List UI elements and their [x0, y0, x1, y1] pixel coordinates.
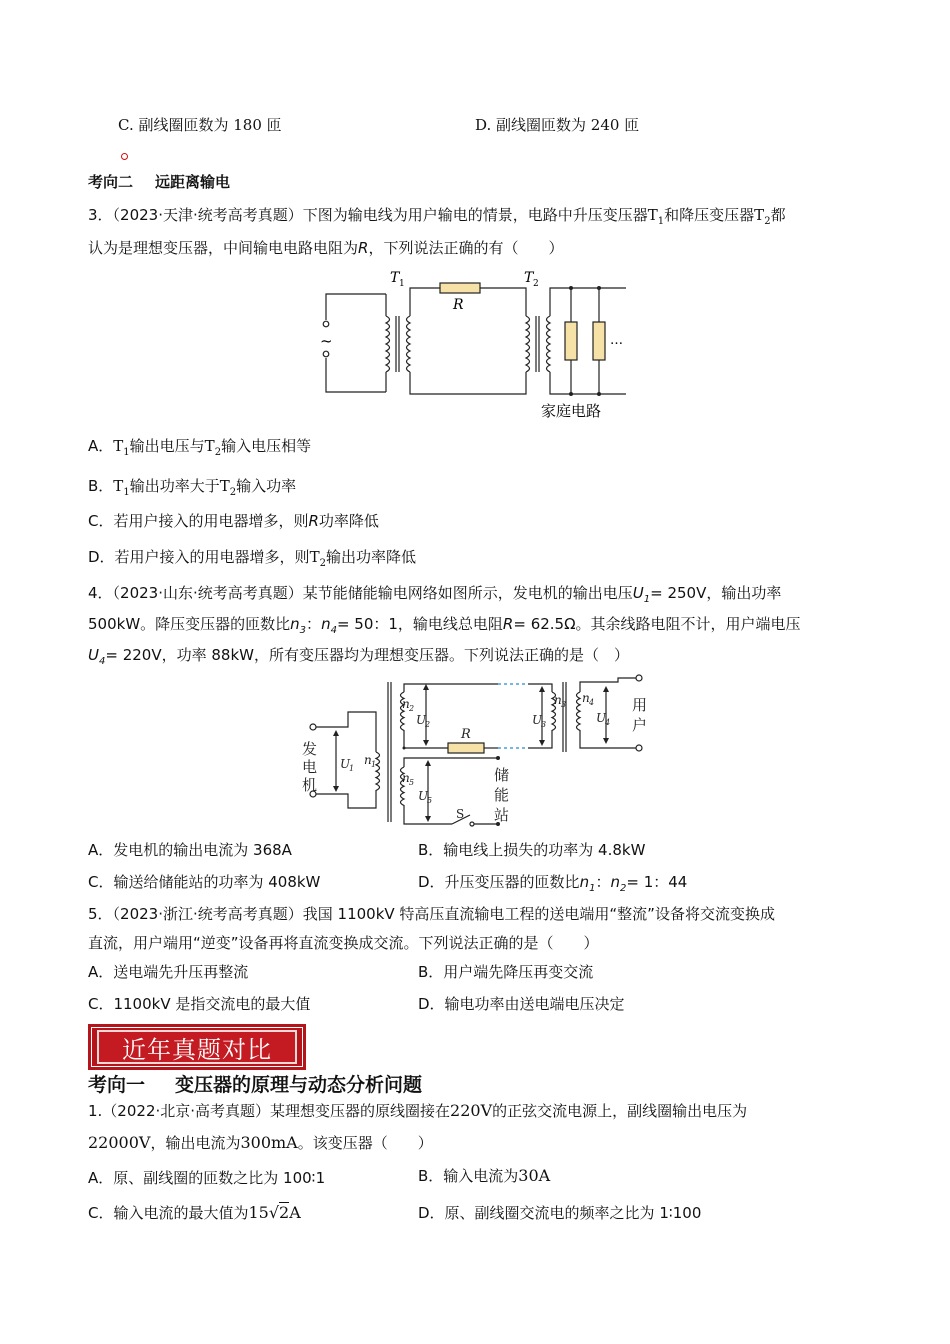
- section-title: 变压器的原理与动态分析问题: [175, 1074, 423, 1096]
- q5-option-d: D．输电功率由送电端电压决定: [418, 995, 625, 1013]
- label-u2-sub: 2: [425, 720, 431, 729]
- q1-option-a: A．原、副线圈的匝数之比为 100∶1: [88, 1169, 326, 1187]
- label-r: R: [461, 727, 471, 742]
- section-heading-2: [88, 1072, 422, 1098]
- label-t1: T: [390, 270, 400, 286]
- question-3-line-1: 3．（2023·天津·统考高考真题）下图为输电线为用户输电的情景，电路中升压变压器$T_1$和降压变压器$T_2$都: [88, 206, 786, 227]
- question-4-line-3: $U_4= 220V$，功率 88kW，所有变压器均为理想变压器。下列说法正确的是（ ）: [88, 646, 629, 667]
- question-4-line-2: 500kW。降压变压器的匝数比$n_3$：$n_4= 50$：1，输电线总电阻R= 62.5Ω。其余线路电阻不计，用户端电压: [88, 615, 801, 636]
- q4-option-d: D．升压变压器的匝数比$n_1$：$n_2= 1$：44: [418, 873, 688, 894]
- home-load-1: [565, 322, 577, 360]
- label-r: R: [453, 297, 464, 313]
- label-n1: n: [364, 753, 372, 767]
- label-t1-sub: 1: [399, 279, 405, 289]
- store-char-3: 站: [494, 806, 510, 824]
- q1-option-c: C．输入电流的最大值为15√2A: [88, 1203, 301, 1222]
- banner-inner: [97, 1030, 297, 1064]
- label-u1-sub: 1: [349, 764, 355, 773]
- gen-char-2: 电: [302, 758, 318, 776]
- label-u1: U: [340, 757, 351, 771]
- gen-char-3: 机: [302, 776, 318, 794]
- label-u4: U: [596, 711, 607, 725]
- label-n2: n: [402, 697, 410, 711]
- q5-option-a: A．送电端先升压再整流: [88, 963, 249, 981]
- label-dots: …: [610, 333, 623, 348]
- section-title: 远距离输电: [155, 173, 231, 191]
- q3-circuit-diagram: [310, 264, 640, 424]
- label-home-circuit: 家庭电路: [541, 402, 602, 420]
- red-dot-mark: [121, 153, 128, 160]
- user-char-2: 户: [632, 716, 648, 734]
- label-n3-sub: 3: [561, 700, 567, 709]
- label-t2: T: [524, 270, 534, 286]
- option-d: D. 副线圈匝数为 240 匝: [475, 116, 640, 134]
- label-u5-sub: 5: [427, 796, 433, 805]
- q4-circuit-diagram: [298, 672, 680, 832]
- q4-option-b: B．输电线上损失的功率为 4.8kW: [418, 841, 646, 859]
- label-n1-sub: 1: [371, 760, 377, 769]
- ac-symbol: ~: [320, 332, 333, 350]
- label-u4-sub: 4: [605, 718, 611, 727]
- home-load-2: [593, 322, 605, 360]
- question-5-line-2: 直流，用户端用“逆变”设备再将直流变换成交流。下列说法正确的是（ ）: [88, 934, 599, 952]
- section-banner: [88, 1024, 306, 1070]
- question-5-line-1: 5．（2023·浙江·统考高考真题）我国 1100kV 特高压直流输电工程的送电端用“整流”设备将交流变换成: [88, 905, 775, 923]
- label-t2-sub: 2: [533, 279, 539, 289]
- question-4-line-1: 4．（2023·山东·统考高考真题）某节能储能输电网络如图所示，发电机的输出电压$U_1= 250V$，输出功率: [88, 584, 782, 605]
- q1-option-d: D．原、副线圈交流电的频率之比为 1∶100: [418, 1204, 702, 1222]
- q3-option-b: B．$T_1$输出功率大于$T_2$输入功率: [88, 477, 297, 498]
- section-heading: [88, 172, 230, 192]
- section-label: 考向二: [88, 173, 134, 191]
- q3-option-c: C．若用户接入的用电器增多，则R功率降低: [88, 512, 379, 530]
- option-c: C. 副线圈匝数为 180 匝: [118, 116, 282, 134]
- q4-option-c: C．输送给储能站的功率为 408kW: [88, 873, 321, 891]
- section-label: 考向一: [88, 1074, 146, 1096]
- q1-option-b: B．输入电流为30A: [418, 1166, 551, 1185]
- gen-char-1: 发: [302, 740, 318, 758]
- q5-option-c: C．1100kV 是指交流电的最大值: [88, 995, 311, 1013]
- label-u3-sub: 3: [541, 720, 547, 729]
- resistor-r: [440, 283, 480, 293]
- q5-option-b: B．用户端先降压再变交流: [418, 963, 594, 981]
- question-1-line-2: 22000V，输出电流为300mA。该变压器（ ）: [88, 1133, 433, 1152]
- label-n4: n: [582, 691, 590, 705]
- label-u5: U: [418, 789, 429, 803]
- store-char-1: 储: [494, 766, 510, 784]
- label-n4-sub: 4: [589, 698, 595, 707]
- label-u2: U: [416, 713, 427, 727]
- line-resistor-r: [448, 743, 484, 753]
- label-n5: n: [402, 771, 410, 785]
- label-switch-s: S: [456, 807, 465, 821]
- store-char-2: 能: [494, 786, 510, 804]
- label-n5-sub: 5: [409, 778, 415, 787]
- label-u3: U: [532, 713, 543, 727]
- question-3-line-2: 认为是理想变压器，中间输电电路电阻为R，下列说法正确的有（ ）: [88, 239, 564, 257]
- label-n2-sub: 2: [409, 704, 415, 713]
- question-1-line-1: 1.（2022·北京·高考真题）某理想变压器的原线圈接在220V的正弦交流电源上，副线圈输出电压为: [88, 1101, 748, 1120]
- banner-title: 近年真题对比: [122, 1036, 272, 1064]
- q3-option-a: A．$T_1$输出电压与$T_2$输入电压相等: [88, 437, 312, 458]
- label-n3: n: [554, 693, 562, 707]
- q3-option-d: D．若用户接入的用电器增多，则$T_2$输出功率降低: [88, 548, 416, 569]
- q4-option-a: A．发电机的输出电流为 368A: [88, 841, 292, 859]
- user-char-1: 用: [632, 696, 648, 714]
